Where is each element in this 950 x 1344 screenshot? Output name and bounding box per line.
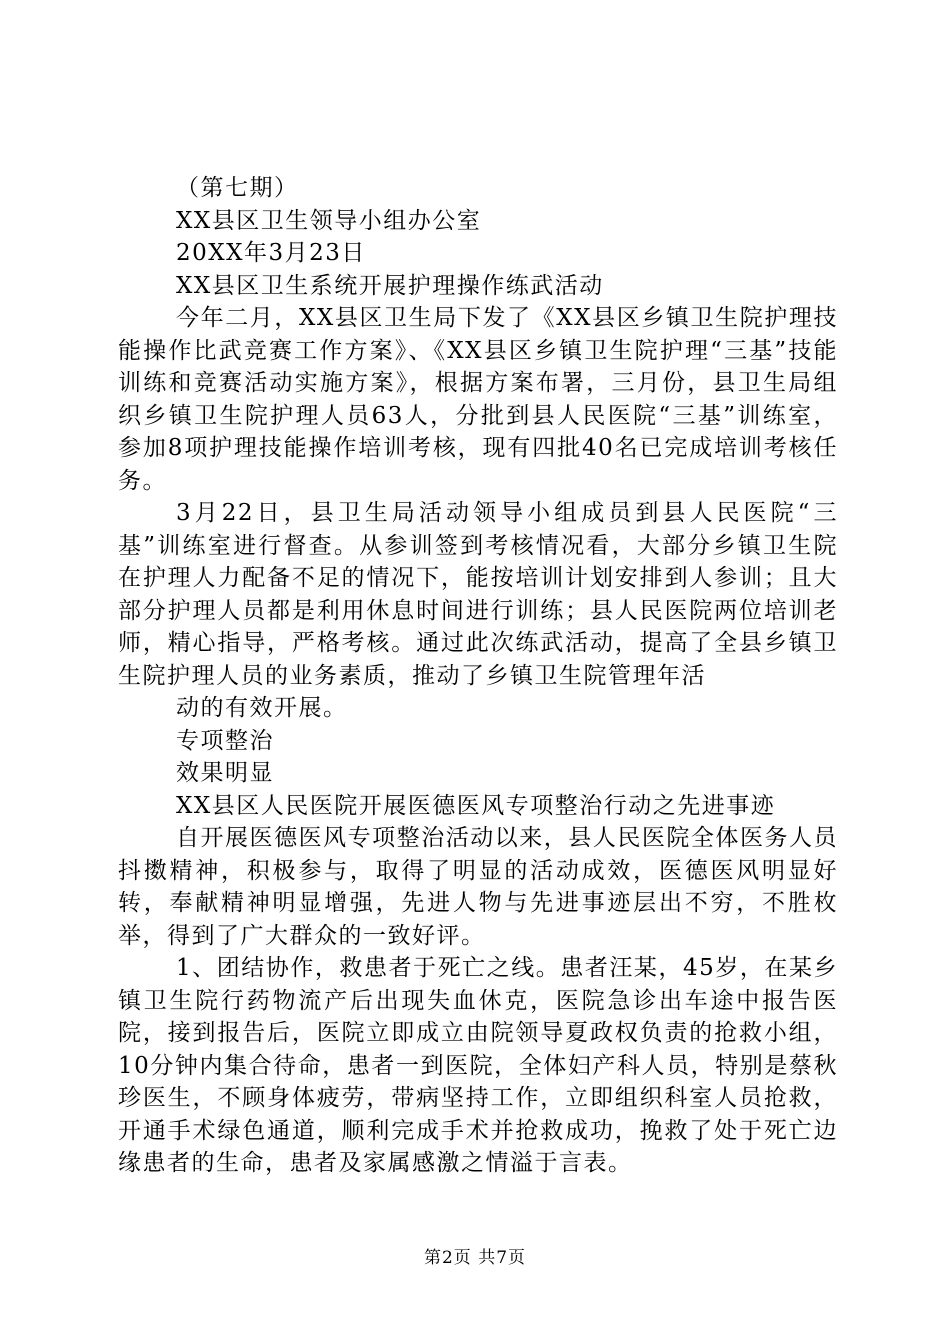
- section-heading-special-rectification: 专项整治: [176, 727, 274, 754]
- section-heading-obvious-effect: 效果明显: [176, 760, 274, 786]
- article-title-medical-ethics: XX县区人民医院开展医德医风专项整治行动之先进事迹: [176, 792, 776, 819]
- paragraph-continuation: 动的有效开展。: [176, 695, 348, 721]
- paragraph-ethics-intro: 自开展医德医风专项整治活动以来，县人民医院全体医务人员抖擞精神，积极参与，取得了明显的活动成效，医德医风明显好转，奉献精神明显增强，先进人物与先进事迹层出不穷，不胜枚举，得到了广大群众的一致好评。: [118, 825, 838, 949]
- page-footer: 第2页 共7页: [423, 1248, 527, 1268]
- document-body: [118, 172, 838, 1180]
- paragraph-inspection: 3月22日，县卫生局活动领导小组成员到县人民医院“三基”训练室进行督查。从参训签到考核情况看，大部分乡镇卫生院在护理人力配备不足的情况下，能按培训计划安排到人参训；且大部分护理人员都是利用休息时间进行训练；县人民医院两位培训老师，精心指导，严格考核。通过此次练武活动，提高了全县乡镇卫生院护理人员的业务素质，推动了乡镇卫生院管理年活: [118, 500, 838, 689]
- article-title-nursing: XX县区卫生系统开展护理操作练武活动: [176, 272, 604, 299]
- paragraph-rescue-story: 1、团结协作，救患者于死亡之线。患者汪某，45岁，在某乡镇卫生院行药物流产后出现失血休克，医院急诊出车途中报告医院，接到报告后，医院立即成立由院领导夏政权负责的抢救小组，10分钟内集合待命，患者一到医院，全体妇产科人员，特别是蔡秋珍医生，不顾身体疲劳，带病坚持工作，立即组织科室人员抢救，开通手术绿色通道，顺利完成手术并抢救成功，挽救了处于死亡边缘患者的生命，患者及家属感激之情溢于言表。: [118, 955, 838, 1176]
- paragraph-nursing-plan: 今年二月，XX县区卫生局下发了《XX县区乡镇卫生院护理技能操作比武竞赛工作方案》、《XX县区乡镇卫生院护理“三基”技能训练和竞赛活动实施方案》，根据方案布署，三月份，县卫生局组织乡镇卫生院护理人员63人，分批到县人民医院“三基”训练室，参加8项护理技能操作培训考核，现有四批40名已完成培训考核任务。: [118, 305, 838, 494]
- issue-date: 20XX年3月23日: [176, 240, 366, 266]
- issuing-office: XX县区卫生领导小组办公室: [176, 207, 482, 234]
- issue-number: （第七期）: [176, 175, 299, 201]
